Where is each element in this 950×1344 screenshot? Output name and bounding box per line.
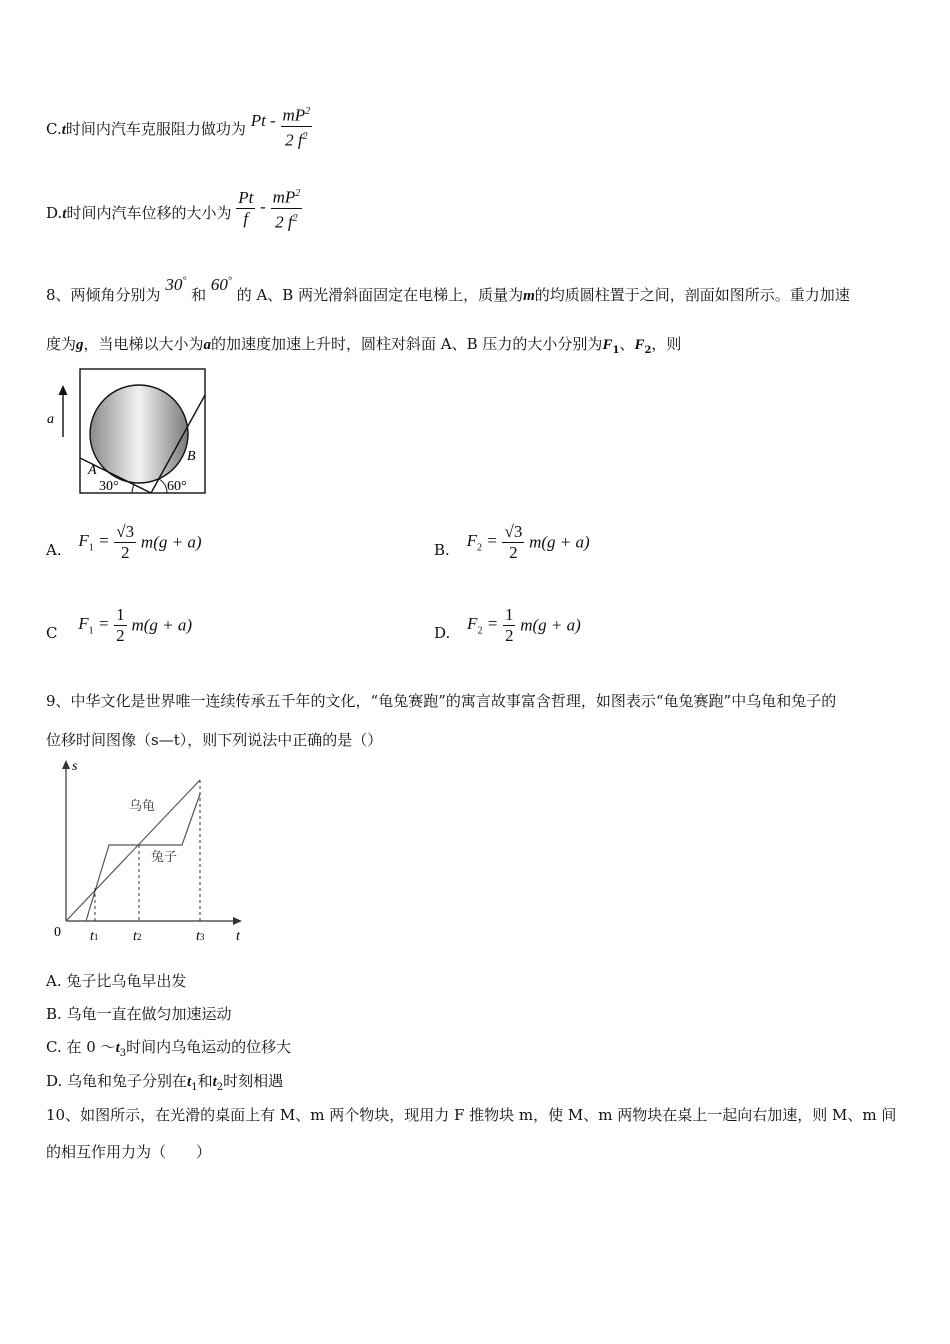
angle-value: 60	[210, 275, 228, 294]
formula-tail: m(g + a)	[520, 615, 581, 635]
formula	[467, 614, 499, 637]
angle-30	[165, 275, 186, 294]
var-t: t	[61, 122, 66, 139]
y-axis-arrow-icon	[62, 760, 70, 769]
q10-line2: 的相互作用力为（ ）	[46, 1143, 212, 1161]
q8-text: ，当电梯以大小为	[83, 335, 204, 353]
subscript: 1	[191, 1082, 198, 1093]
option-text: 和	[197, 1072, 213, 1090]
q10-line1: 10、如图所示，在光滑的桌面上有 M、m 两个物块，现用力 F 推物块 m，使 M、m 两物块在桌上一起向右加速，则 M、m 间	[46, 1106, 897, 1124]
var-F: F	[78, 614, 89, 634]
numerator: Pt	[238, 187, 254, 207]
rabbit-label: 兔子	[151, 850, 178, 865]
option-text: 时间内汽车克服阻力做功为	[65, 120, 246, 139]
origin-label: 0	[54, 925, 61, 940]
label-A: A	[88, 463, 97, 478]
exponent: 2	[305, 106, 311, 117]
q8-figure	[40, 365, 215, 500]
fraction	[503, 605, 516, 646]
formula	[466, 531, 498, 554]
tick-t1: t1	[90, 929, 99, 944]
fraction	[502, 522, 524, 563]
var-g: g	[76, 337, 84, 353]
var-F: F	[78, 531, 89, 551]
subscript: 1	[88, 625, 94, 637]
formula	[251, 111, 276, 130]
var-a: a	[203, 337, 212, 353]
option-label: C.	[46, 120, 62, 139]
var-t: t	[62, 206, 67, 223]
var-m: m	[523, 288, 535, 304]
angle-arc-60	[159, 479, 167, 493]
fraction	[114, 605, 127, 646]
q8-option-c[interactable]	[46, 605, 192, 646]
formula	[78, 531, 110, 554]
q8-option-d[interactable]	[434, 605, 581, 646]
option-text: C. 在 0 ～	[46, 1038, 116, 1056]
x-axis-label: t	[236, 929, 240, 944]
q8-text: 的加速度加速上升时，圆柱对斜面 A、B 压力的大小分别为	[211, 335, 603, 353]
exponent: 2	[295, 188, 301, 199]
q8-option-a[interactable]	[46, 522, 202, 563]
q9-option-b[interactable]: B. 乌龟一直在做匀加速运动	[46, 1005, 232, 1023]
exponent: 2	[302, 130, 308, 142]
equals: =	[486, 614, 499, 634]
tick-t2: t2	[133, 929, 142, 944]
tortoise-label: 乌龟	[129, 799, 156, 814]
q8-text: 、	[619, 335, 635, 353]
degree-mark: °	[182, 275, 187, 287]
var-F: F	[467, 614, 478, 634]
var-F: F	[634, 337, 645, 353]
subscript: 2	[477, 625, 483, 637]
denominator: 2 f	[285, 130, 303, 150]
subscript: 2	[644, 345, 652, 356]
q8-text: 8、两倾角分别为	[46, 286, 161, 304]
formula-tail: m(g + a)	[140, 532, 202, 552]
option-text: 时刻相遇	[223, 1072, 284, 1090]
q8-option-b[interactable]	[434, 522, 590, 563]
equals: =	[98, 531, 110, 551]
cylinder	[90, 385, 188, 483]
arrow-head-icon	[59, 385, 68, 395]
fraction	[271, 184, 303, 232]
label-a: a	[47, 412, 54, 427]
option-label: B.	[434, 540, 450, 559]
q8-text: 和	[191, 286, 207, 304]
numerator: √3	[116, 522, 135, 541]
formula	[78, 614, 110, 637]
numerator: √3	[504, 522, 523, 541]
numerator: mP	[282, 105, 306, 125]
numerator: mP	[272, 187, 296, 207]
angle-value: 30	[165, 275, 183, 294]
y-axis-label: s	[72, 759, 78, 774]
q9-line2: 位移时间图像（s—t），则下列说法中正确的是（）	[46, 731, 383, 749]
option-label: D.	[434, 623, 451, 642]
q8-text: 的均质圆柱置于之间，剖面如图所示。重力加速	[534, 286, 850, 304]
var-F: F	[602, 337, 613, 353]
formula-term: Pt -	[250, 111, 276, 131]
angle-60	[211, 275, 232, 294]
fraction	[281, 102, 313, 150]
minus-sign: -	[260, 197, 266, 217]
label-60deg: 60°	[167, 479, 187, 494]
label-30deg: 30°	[99, 479, 119, 494]
option-text: 时间内汽车位移的大小为	[66, 204, 232, 223]
var-F: F	[466, 531, 477, 551]
q9-option-c[interactable]	[46, 1036, 291, 1059]
option-label: D.	[46, 204, 63, 223]
tick-t3: t3	[196, 929, 205, 944]
denominator: 2	[509, 543, 518, 562]
option-text: 时间内乌龟运动的位移大	[126, 1038, 292, 1056]
subscript: 3	[119, 1048, 127, 1059]
subscript: 1	[88, 542, 94, 554]
fraction	[114, 522, 136, 563]
formula-tail: m(g + a)	[131, 615, 193, 635]
var-t: t	[212, 1074, 217, 1090]
subscript: 2	[476, 542, 482, 554]
denominator: f	[243, 208, 249, 228]
q8-line1	[46, 275, 850, 305]
degree-mark: °	[227, 275, 232, 287]
formula-tail: m(g + a)	[529, 532, 590, 552]
q8-text: 度为	[46, 335, 77, 353]
var-t: t	[187, 1074, 192, 1090]
equals: =	[97, 614, 110, 634]
option-label: C	[46, 623, 58, 642]
numerator: 1	[504, 605, 514, 624]
numerator: 1	[116, 605, 125, 624]
fraction	[236, 188, 255, 229]
denominator: 2	[116, 626, 125, 645]
option-label: A.	[46, 540, 62, 559]
equals: =	[486, 531, 498, 551]
exponent: 2	[292, 212, 298, 224]
label-B: B	[187, 449, 196, 464]
subscript: 2	[216, 1082, 224, 1093]
q9-option-d[interactable]	[46, 1070, 283, 1093]
option-d-q7	[46, 187, 302, 238]
option-c-q7	[46, 106, 312, 154]
q9-option-a[interactable]: A. 兔子比乌龟早出发	[46, 972, 187, 990]
q8-text: ，则	[651, 335, 682, 353]
denominator: 2	[120, 543, 130, 562]
q9-st-graph	[48, 758, 248, 948]
denominator: 2 f	[275, 212, 293, 232]
option-text: D. 乌龟和兔子分别在	[46, 1072, 188, 1090]
x-axis-arrow-icon	[233, 917, 242, 925]
q8-line2	[46, 333, 681, 356]
q8-text: 的 A、B 两光滑斜面固定在电梯上，质量为	[236, 286, 524, 304]
subscript: 1	[612, 345, 620, 356]
var-t: t	[115, 1040, 120, 1056]
angle-arc-30	[132, 485, 134, 493]
q9-line1: 9、中华文化是世界唯一连续传承五千年的文化，“龟兔赛跑”的寓言故事富含哲理，如图表示“龟兔赛跑”中乌龟和兔子的	[46, 692, 837, 710]
denominator: 2	[504, 626, 514, 645]
